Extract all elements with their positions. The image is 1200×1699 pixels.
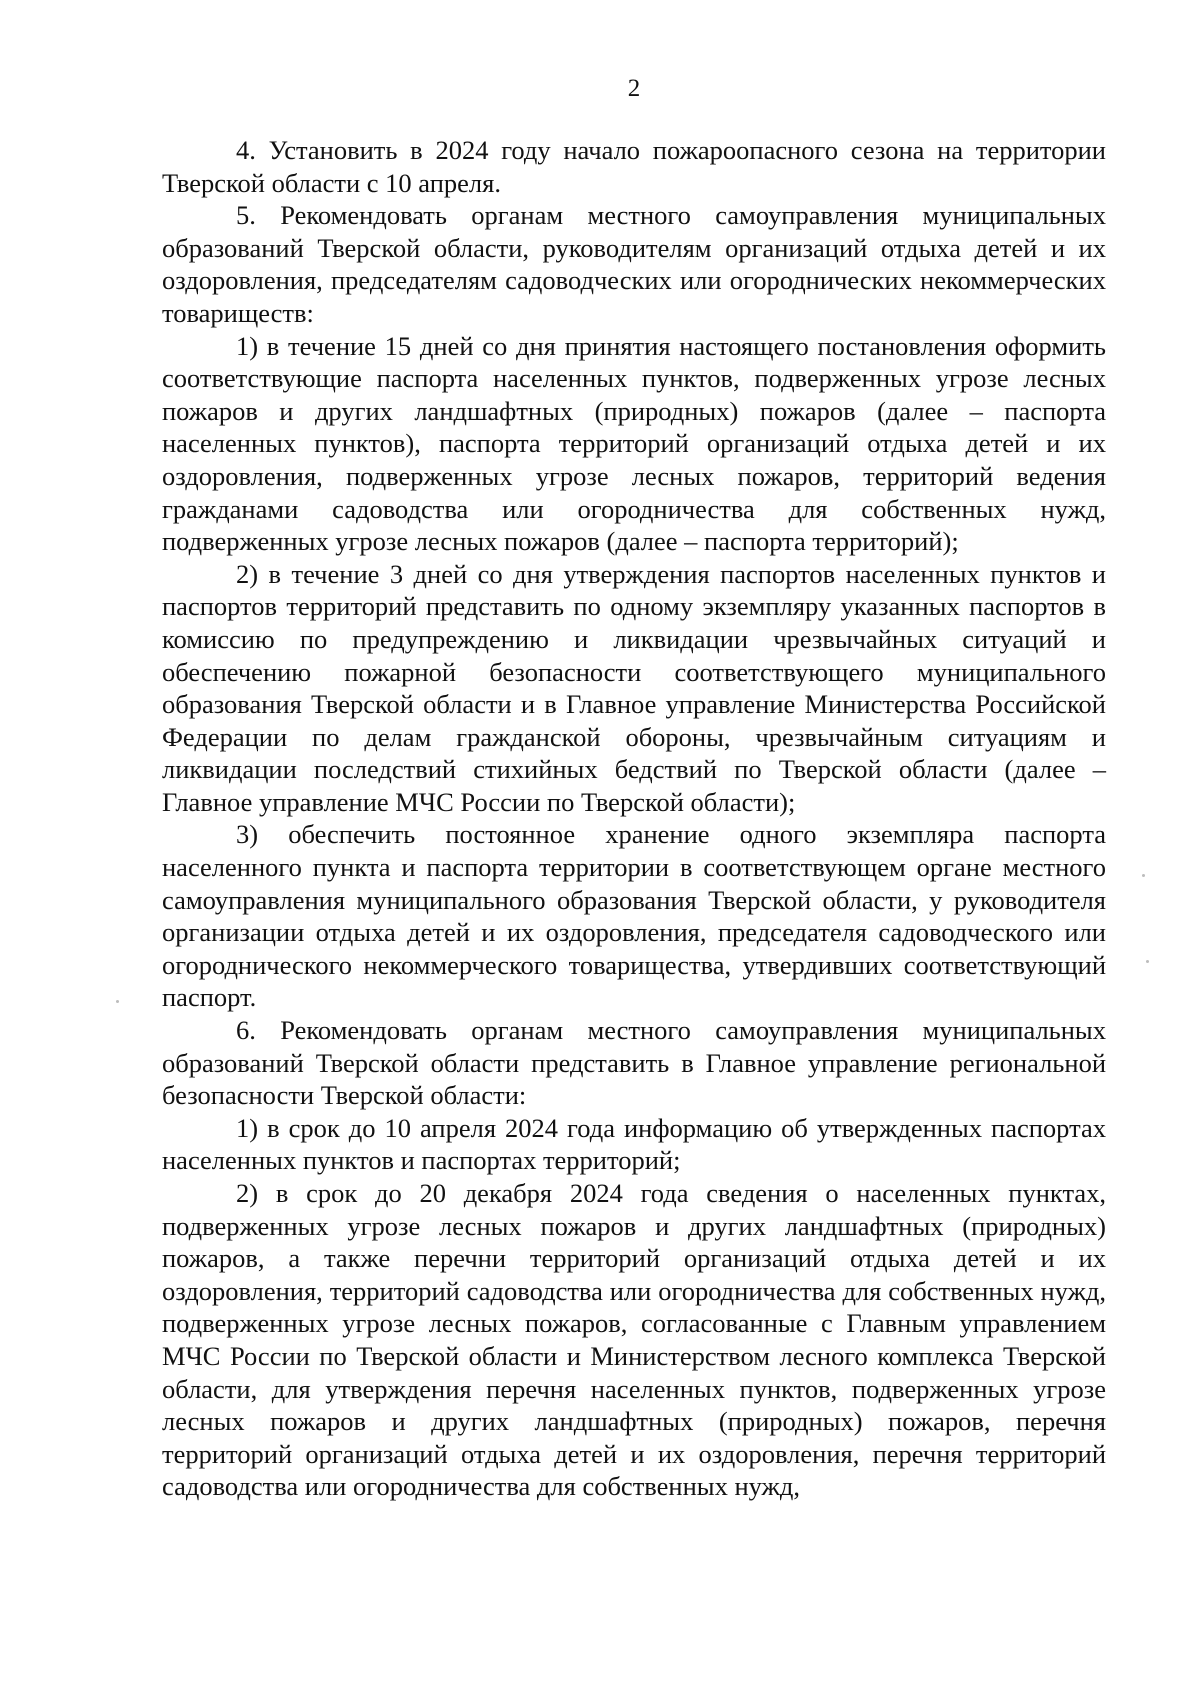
paragraph-item-6: 6. Рекомендовать органам местного самоуправления муниципальных образований Тверской области представить в Главное управление региональной безопасности Тверской области: (162, 1015, 1106, 1111)
paragraph-item-6-1: 1) в срок до 10 апреля 2024 года информацию об утвержденных паспортах населенных пунктов и паспортах территорий; (162, 1112, 1106, 1176)
scan-speck (1146, 960, 1149, 963)
paragraph-item-5-1: 1) в течение 15 дней со дня принятия настоящего постановления оформить соответствующие паспорта населенных пунктов, подверженных угрозе лесных пожаров и других ландшафтных (природных) пожаров (далее – паспорта населенных пунктов), паспорта территорий организаций отдыха детей и их оздоровления, подверженных угрозе лесных пожаров, территорий ведения гражданами садоводства или огородничества для собственных нужд, подверженных угрозе лесных пожаров (далее – паспорта территорий); (162, 330, 1106, 557)
page-number: 2 (627, 75, 641, 102)
paragraph-item-5-3: 3) обеспечить постоянное хранение одного экземпляра паспорта населенного пункта и паспорта территории в соответствующем органе местного самоуправления муниципального образования Тверской области, у руководителя организации отдыха детей и их оздоровления, председателя садоводческого или огороднического некоммерческого товарищества, утвердивших соответствующий паспорт. (162, 819, 1106, 1013)
paragraph-item-4: 4. Установить в 2024 году начало пожароопасного сезона на территории Тверской области с 10 апреля. (162, 135, 1106, 198)
paragraph-item-5-2: 2) в течение 3 дней со дня утверждения паспортов населенных пунктов и паспортов территорий представить по одному экземпляру указанных паспортов в комиссию по предупреждению и ликвидации чрезвычайных ситуаций и обеспечению пожарной безопасности соответствующего муниципального образования Тверской области и в Главное управление Министерства Российской Федерации по делам гражданской обороны, чрезвычайным ситуациям и ликвидации последствий стихийных бедствий по Тверской области (далее – Главное управление МЧС России по Тверской области); (162, 558, 1106, 817)
paragraph-item-6-2: 2) в срок до 20 декабря 2024 года сведения о населенных пунктах, подверженных угрозе лесных пожаров и других ландшафтных (природных) пожаров, а также перечни территорий организаций отдыха детей и их оздоровления, территорий садоводства или огородничества для собственных нужд, подверженных угрозе лесных пожаров, согласованные с Главным управлением МЧС России по Тверской области и Министерством лесного комплекса Тверской области, для утверждения перечня населенных пунктов, подверженных угрозе лесных пожаров и других ландшафтных (природных) пожаров, перечня территорий организаций отдыха детей и их оздоровления, перечня территорий садоводства или огородничества для собственных нужд, (162, 1178, 1106, 1502)
scan-speck (1142, 874, 1145, 877)
paragraph-item-5: 5. Рекомендовать органам местного самоуправления муниципальных образований Тверской области, руководителям организаций отдыха детей и их оздоровления, председателям садоводческих или огороднических некоммерческих товариществ: (162, 200, 1106, 328)
scan-speck (116, 1000, 119, 1003)
document-body (162, 134, 1106, 1503)
